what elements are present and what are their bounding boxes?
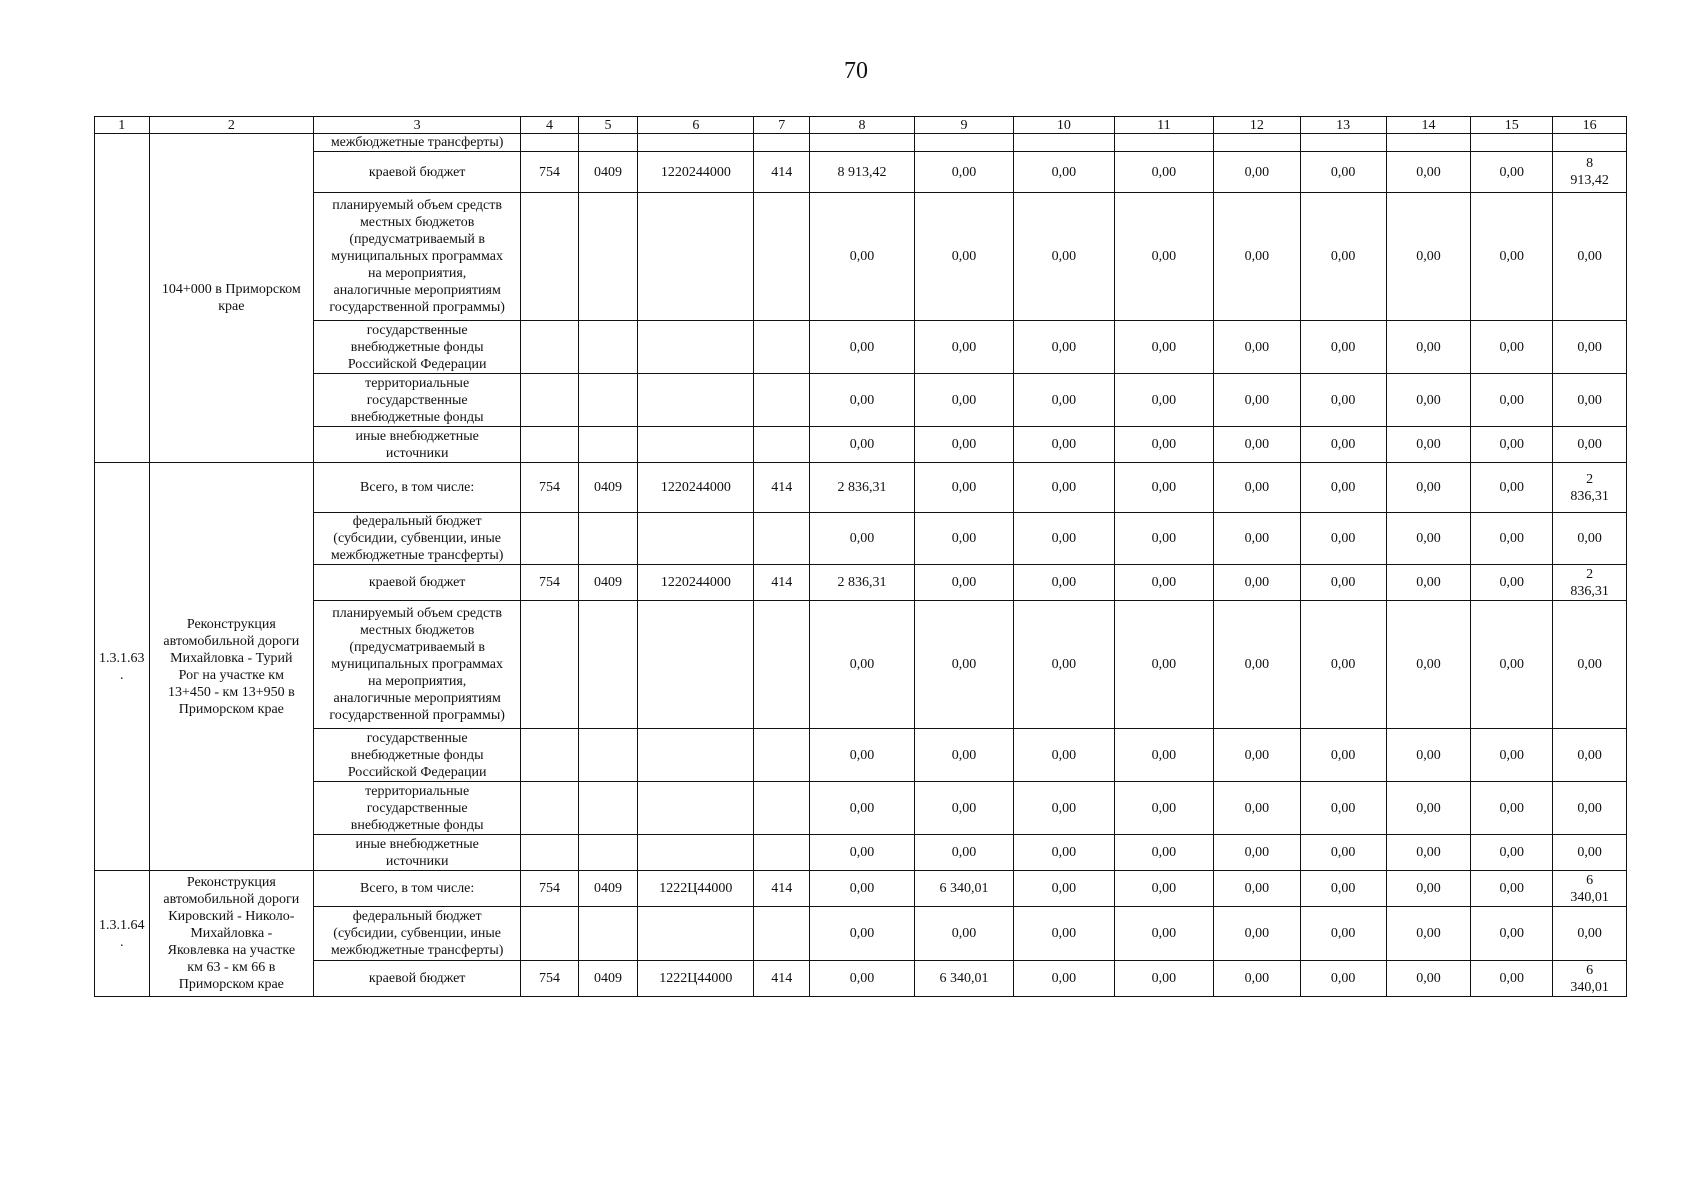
page-number: 70 [844, 58, 868, 84]
amount-cell-col-9: 0,00 [914, 565, 1013, 601]
amount-cell-col-15: 0,00 [1471, 961, 1553, 997]
target-article-cell [638, 729, 754, 782]
amount-cell-col-11: 0,00 [1114, 961, 1213, 997]
table-row [95, 513, 1627, 565]
section-code-cell: 0409 [578, 565, 638, 601]
table-row [95, 152, 1627, 193]
grbs-code-cell [521, 907, 579, 961]
grbs-code-cell: 754 [521, 463, 579, 513]
table-row [95, 601, 1627, 729]
column-header-5: 5 [578, 117, 638, 134]
section-code-cell: 0409 [578, 871, 638, 907]
column-header-15: 15 [1471, 117, 1553, 134]
amount-cell-col-16: 0,00 [1553, 601, 1627, 729]
table-row [95, 565, 1627, 601]
amount-cell-col-10: 0,00 [1013, 513, 1114, 565]
amount-cell-col-14: 0,00 [1386, 871, 1471, 907]
amount-cell-col-10: 0,00 [1013, 193, 1114, 321]
column-header-12: 12 [1213, 117, 1300, 134]
amount-cell-col-10: 0,00 [1013, 601, 1114, 729]
amount-cell-col-16: 2 836,31 [1553, 463, 1627, 513]
amount-cell-col-12: 0,00 [1213, 782, 1300, 835]
amount-cell-col-9: 0,00 [914, 601, 1013, 729]
amount-cell-col-8: 0,00 [809, 871, 914, 907]
grbs-code-cell [521, 134, 579, 152]
amount-cell-col-12: 0,00 [1213, 835, 1300, 871]
amount-cell-col-11: 0,00 [1114, 152, 1213, 193]
table-row [95, 782, 1627, 835]
amount-cell-col-16: 0,00 [1553, 321, 1627, 374]
grbs-code-cell [521, 729, 579, 782]
amount-cell-col-15: 0,00 [1471, 601, 1553, 729]
amount-cell-col-13: 0,00 [1300, 152, 1386, 193]
item-name-cell: Реконструкция автомобильной дороги Кировский - Николо- Михайловка - Яковлевка на участке км 63 - км 66 в Приморском крае [149, 871, 314, 997]
grbs-code-cell [521, 374, 579, 427]
funding-source-cell: федеральный бюджет (субсидии, субвенции, иные межбюджетные трансферты) [314, 907, 521, 961]
amount-cell-col-12 [1213, 134, 1300, 152]
section-code-cell: 0409 [578, 961, 638, 997]
amount-cell-col-8: 0,00 [809, 321, 914, 374]
expense-type-cell [754, 601, 810, 729]
funding-source-cell: территориальные государственные внебюджетные фонды [314, 782, 521, 835]
section-code-cell [578, 601, 638, 729]
amount-cell-col-12: 0,00 [1213, 321, 1300, 374]
amount-cell-col-11: 0,00 [1114, 835, 1213, 871]
amount-cell-col-12: 0,00 [1213, 565, 1300, 601]
amount-cell-col-10: 0,00 [1013, 427, 1114, 463]
expense-type-cell [754, 907, 810, 961]
amount-cell-col-12: 0,00 [1213, 513, 1300, 565]
budget-table-wrapper [94, 116, 1627, 997]
section-code-cell [578, 321, 638, 374]
amount-cell-col-14: 0,00 [1386, 907, 1471, 961]
section-code-cell [578, 782, 638, 835]
table-row [95, 961, 1627, 997]
amount-cell-col-10: 0,00 [1013, 729, 1114, 782]
amount-cell-col-9: 0,00 [914, 782, 1013, 835]
amount-cell-col-16: 0,00 [1553, 729, 1627, 782]
amount-cell-col-8: 8 913,42 [809, 152, 914, 193]
amount-cell-col-16: 0,00 [1553, 782, 1627, 835]
amount-cell-col-15: 0,00 [1471, 907, 1553, 961]
grbs-code-cell [521, 835, 579, 871]
section-code-cell [578, 427, 638, 463]
amount-cell-col-15: 0,00 [1471, 321, 1553, 374]
target-article-cell [638, 321, 754, 374]
amount-cell-col-14: 0,00 [1386, 601, 1471, 729]
amount-cell-col-9: 6 340,01 [914, 961, 1013, 997]
table-body [95, 117, 1627, 997]
budget-table [94, 116, 1627, 997]
amount-cell-col-13: 0,00 [1300, 374, 1386, 427]
amount-cell-col-13: 0,00 [1300, 835, 1386, 871]
table-row [95, 907, 1627, 961]
amount-cell-col-11: 0,00 [1114, 907, 1213, 961]
amount-cell-col-8: 0,00 [809, 601, 914, 729]
target-article-cell: 1222Ц44000 [638, 871, 754, 907]
expense-type-cell [754, 782, 810, 835]
amount-cell-col-14: 0,00 [1386, 193, 1471, 321]
funding-source-cell: Всего, в том числе: [314, 463, 521, 513]
expense-type-cell [754, 427, 810, 463]
target-article-cell: 1222Ц44000 [638, 961, 754, 997]
amount-cell-col-12: 0,00 [1213, 427, 1300, 463]
item-code-cell [95, 134, 150, 463]
column-header-13: 13 [1300, 117, 1386, 134]
target-article-cell [638, 374, 754, 427]
expense-type-cell [754, 729, 810, 782]
amount-cell-col-9: 0,00 [914, 907, 1013, 961]
column-header-7: 7 [754, 117, 810, 134]
column-header-9: 9 [914, 117, 1013, 134]
amount-cell-col-10: 0,00 [1013, 152, 1114, 193]
amount-cell-col-10: 0,00 [1013, 463, 1114, 513]
amount-cell-col-12: 0,00 [1213, 374, 1300, 427]
amount-cell-col-9: 0,00 [914, 427, 1013, 463]
amount-cell-col-15: 0,00 [1471, 565, 1553, 601]
amount-cell-col-8: 0,00 [809, 961, 914, 997]
amount-cell-col-10: 0,00 [1013, 374, 1114, 427]
target-article-cell: 1220244000 [638, 565, 754, 601]
amount-cell-col-8 [809, 134, 914, 152]
amount-cell-col-15: 0,00 [1471, 463, 1553, 513]
amount-cell-col-15: 0,00 [1471, 871, 1553, 907]
amount-cell-col-9: 0,00 [914, 513, 1013, 565]
column-header-6: 6 [638, 117, 754, 134]
amount-cell-col-14: 0,00 [1386, 321, 1471, 374]
funding-source-cell: краевой бюджет [314, 152, 521, 193]
amount-cell-col-12: 0,00 [1213, 193, 1300, 321]
amount-cell-col-11: 0,00 [1114, 463, 1213, 513]
funding-source-cell: межбюджетные трансферты) [314, 134, 521, 152]
amount-cell-col-13: 0,00 [1300, 321, 1386, 374]
target-article-cell: 1220244000 [638, 463, 754, 513]
amount-cell-col-13: 0,00 [1300, 782, 1386, 835]
funding-source-cell: краевой бюджет [314, 565, 521, 601]
amount-cell-col-16: 0,00 [1553, 193, 1627, 321]
expense-type-cell: 414 [754, 152, 810, 193]
amount-cell-col-8: 2 836,31 [809, 463, 914, 513]
amount-cell-col-9: 0,00 [914, 835, 1013, 871]
expense-type-cell: 414 [754, 565, 810, 601]
grbs-code-cell: 754 [521, 871, 579, 907]
amount-cell-col-10 [1013, 134, 1114, 152]
amount-cell-col-16: 0,00 [1553, 427, 1627, 463]
section-code-cell: 0409 [578, 152, 638, 193]
section-code-cell [578, 374, 638, 427]
grbs-code-cell [521, 782, 579, 835]
amount-cell-col-10: 0,00 [1013, 907, 1114, 961]
amount-cell-col-12: 0,00 [1213, 871, 1300, 907]
expense-type-cell [754, 835, 810, 871]
amount-cell-col-14: 0,00 [1386, 463, 1471, 513]
amount-cell-col-8: 0,00 [809, 513, 914, 565]
amount-cell-col-16: 0,00 [1553, 835, 1627, 871]
amount-cell-col-8: 0,00 [809, 374, 914, 427]
amount-cell-col-13: 0,00 [1300, 961, 1386, 997]
amount-cell-col-9: 6 340,01 [914, 871, 1013, 907]
amount-cell-col-16: 8 913,42 [1553, 152, 1627, 193]
amount-cell-col-16: 0,00 [1553, 513, 1627, 565]
amount-cell-col-11: 0,00 [1114, 321, 1213, 374]
grbs-code-cell [521, 321, 579, 374]
amount-cell-col-14: 0,00 [1386, 513, 1471, 565]
grbs-code-cell [521, 193, 579, 321]
funding-source-cell: территориальные государственные внебюджетные фонды [314, 374, 521, 427]
amount-cell-col-9: 0,00 [914, 321, 1013, 374]
amount-cell-col-13: 0,00 [1300, 463, 1386, 513]
expense-type-cell: 414 [754, 463, 810, 513]
amount-cell-col-13: 0,00 [1300, 871, 1386, 907]
amount-cell-col-15: 0,00 [1471, 513, 1553, 565]
table-row [95, 463, 1627, 513]
amount-cell-col-10: 0,00 [1013, 782, 1114, 835]
amount-cell-col-12: 0,00 [1213, 729, 1300, 782]
amount-cell-col-12: 0,00 [1213, 961, 1300, 997]
section-code-cell [578, 193, 638, 321]
item-name-cell: 104+000 в Приморском крае [149, 134, 314, 463]
amount-cell-col-9: 0,00 [914, 463, 1013, 513]
column-header-11: 11 [1114, 117, 1213, 134]
amount-cell-col-10: 0,00 [1013, 961, 1114, 997]
section-code-cell [578, 907, 638, 961]
column-header-10: 10 [1013, 117, 1114, 134]
target-article-cell [638, 835, 754, 871]
expense-type-cell [754, 193, 810, 321]
funding-source-cell: иные внебюджетные источники [314, 835, 521, 871]
amount-cell-col-9: 0,00 [914, 374, 1013, 427]
table-row [95, 321, 1627, 374]
table-row [95, 835, 1627, 871]
amount-cell-col-11: 0,00 [1114, 782, 1213, 835]
amount-cell-col-13: 0,00 [1300, 729, 1386, 782]
amount-cell-col-15: 0,00 [1471, 835, 1553, 871]
section-code-cell [578, 134, 638, 152]
column-header-8: 8 [809, 117, 914, 134]
amount-cell-col-14: 0,00 [1386, 374, 1471, 427]
column-header-4: 4 [521, 117, 579, 134]
item-code-cell: 1.3.1.63 . [95, 463, 150, 871]
amount-cell-col-16: 6 340,01 [1553, 871, 1627, 907]
column-number-row [95, 117, 1627, 134]
amount-cell-col-11: 0,00 [1114, 729, 1213, 782]
amount-cell-col-16 [1553, 134, 1627, 152]
table-row [95, 193, 1627, 321]
target-article-cell [638, 601, 754, 729]
expense-type-cell [754, 134, 810, 152]
amount-cell-col-11: 0,00 [1114, 193, 1213, 321]
item-code-cell: 1.3.1.64 . [95, 871, 150, 997]
column-header-16: 16 [1553, 117, 1627, 134]
table-row [95, 871, 1627, 907]
amount-cell-col-15: 0,00 [1471, 729, 1553, 782]
expense-type-cell [754, 513, 810, 565]
amount-cell-col-16: 0,00 [1553, 907, 1627, 961]
amount-cell-col-14: 0,00 [1386, 961, 1471, 997]
amount-cell-col-14 [1386, 134, 1471, 152]
section-code-cell [578, 513, 638, 565]
amount-cell-col-8: 0,00 [809, 835, 914, 871]
amount-cell-col-15: 0,00 [1471, 152, 1553, 193]
amount-cell-col-12: 0,00 [1213, 152, 1300, 193]
amount-cell-col-11: 0,00 [1114, 513, 1213, 565]
amount-cell-col-14: 0,00 [1386, 729, 1471, 782]
amount-cell-col-15 [1471, 134, 1553, 152]
amount-cell-col-9: 0,00 [914, 729, 1013, 782]
funding-source-cell: краевой бюджет [314, 961, 521, 997]
amount-cell-col-11 [1114, 134, 1213, 152]
table-row [95, 729, 1627, 782]
amount-cell-col-8: 0,00 [809, 782, 914, 835]
column-header-14: 14 [1386, 117, 1471, 134]
amount-cell-col-14: 0,00 [1386, 835, 1471, 871]
grbs-code-cell [521, 427, 579, 463]
amount-cell-col-13: 0,00 [1300, 907, 1386, 961]
amount-cell-col-13: 0,00 [1300, 513, 1386, 565]
funding-source-cell: иные внебюджетные источники [314, 427, 521, 463]
amount-cell-col-16: 0,00 [1553, 374, 1627, 427]
amount-cell-col-8: 0,00 [809, 193, 914, 321]
grbs-code-cell: 754 [521, 961, 579, 997]
amount-cell-col-8: 0,00 [809, 907, 914, 961]
amount-cell-col-13: 0,00 [1300, 193, 1386, 321]
amount-cell-col-11: 0,00 [1114, 601, 1213, 729]
amount-cell-col-14: 0,00 [1386, 427, 1471, 463]
expense-type-cell [754, 374, 810, 427]
amount-cell-col-9: 0,00 [914, 152, 1013, 193]
amount-cell-col-10: 0,00 [1013, 321, 1114, 374]
table-row [95, 374, 1627, 427]
amount-cell-col-13 [1300, 134, 1386, 152]
amount-cell-col-12: 0,00 [1213, 463, 1300, 513]
section-code-cell [578, 729, 638, 782]
amount-cell-col-16: 2 836,31 [1553, 565, 1627, 601]
target-article-cell [638, 193, 754, 321]
amount-cell-col-14: 0,00 [1386, 782, 1471, 835]
amount-cell-col-15: 0,00 [1471, 193, 1553, 321]
amount-cell-col-12: 0,00 [1213, 907, 1300, 961]
amount-cell-col-9: 0,00 [914, 193, 1013, 321]
funding-source-cell: государственные внебюджетные фонды Российской Федерации [314, 321, 521, 374]
amount-cell-col-11: 0,00 [1114, 871, 1213, 907]
amount-cell-col-8: 0,00 [809, 729, 914, 782]
target-article-cell [638, 427, 754, 463]
column-header-2: 2 [149, 117, 314, 134]
expense-type-cell: 414 [754, 961, 810, 997]
section-code-cell [578, 835, 638, 871]
target-article-cell [638, 782, 754, 835]
grbs-code-cell [521, 601, 579, 729]
amount-cell-col-11: 0,00 [1114, 565, 1213, 601]
funding-source-cell: федеральный бюджет (субсидии, субвенции, иные межбюджетные трансферты) [314, 513, 521, 565]
item-name-cell: Реконструкция автомобильной дороги Михайловка - Турий Рог на участке км 13+450 - км 13+950 в Приморском крае [149, 463, 314, 871]
grbs-code-cell [521, 513, 579, 565]
column-header-1: 1 [95, 117, 150, 134]
amount-cell-col-13: 0,00 [1300, 565, 1386, 601]
funding-source-cell: планируемый объем средств местных бюджетов (предусматриваемый в муниципальных программах на мероприятия, аналогичные мероприятиям государственной программы) [314, 193, 521, 321]
section-code-cell: 0409 [578, 463, 638, 513]
amount-cell-col-15: 0,00 [1471, 782, 1553, 835]
grbs-code-cell: 754 [521, 565, 579, 601]
amount-cell-col-10: 0,00 [1013, 871, 1114, 907]
amount-cell-col-8: 0,00 [809, 427, 914, 463]
amount-cell-col-15: 0,00 [1471, 374, 1553, 427]
target-article-cell [638, 513, 754, 565]
funding-source-cell: планируемый объем средств местных бюджетов (предусматриваемый в муниципальных программах на мероприятия, аналогичные мероприятиям государственной программы) [314, 601, 521, 729]
amount-cell-col-8: 2 836,31 [809, 565, 914, 601]
target-article-cell: 1220244000 [638, 152, 754, 193]
table-row [95, 427, 1627, 463]
amount-cell-col-13: 0,00 [1300, 601, 1386, 729]
amount-cell-col-16: 6 340,01 [1553, 961, 1627, 997]
amount-cell-col-12: 0,00 [1213, 601, 1300, 729]
column-header-3: 3 [314, 117, 521, 134]
amount-cell-col-15: 0,00 [1471, 427, 1553, 463]
amount-cell-col-11: 0,00 [1114, 427, 1213, 463]
funding-source-cell: Всего, в том числе: [314, 871, 521, 907]
amount-cell-col-10: 0,00 [1013, 565, 1114, 601]
amount-cell-col-11: 0,00 [1114, 374, 1213, 427]
amount-cell-col-13: 0,00 [1300, 427, 1386, 463]
amount-cell-col-14: 0,00 [1386, 152, 1471, 193]
table-row [95, 134, 1627, 152]
amount-cell-col-10: 0,00 [1013, 835, 1114, 871]
amount-cell-col-9 [914, 134, 1013, 152]
grbs-code-cell: 754 [521, 152, 579, 193]
amount-cell-col-14: 0,00 [1386, 565, 1471, 601]
expense-type-cell [754, 321, 810, 374]
target-article-cell [638, 134, 754, 152]
funding-source-cell: государственные внебюджетные фонды Российской Федерации [314, 729, 521, 782]
expense-type-cell: 414 [754, 871, 810, 907]
target-article-cell [638, 907, 754, 961]
